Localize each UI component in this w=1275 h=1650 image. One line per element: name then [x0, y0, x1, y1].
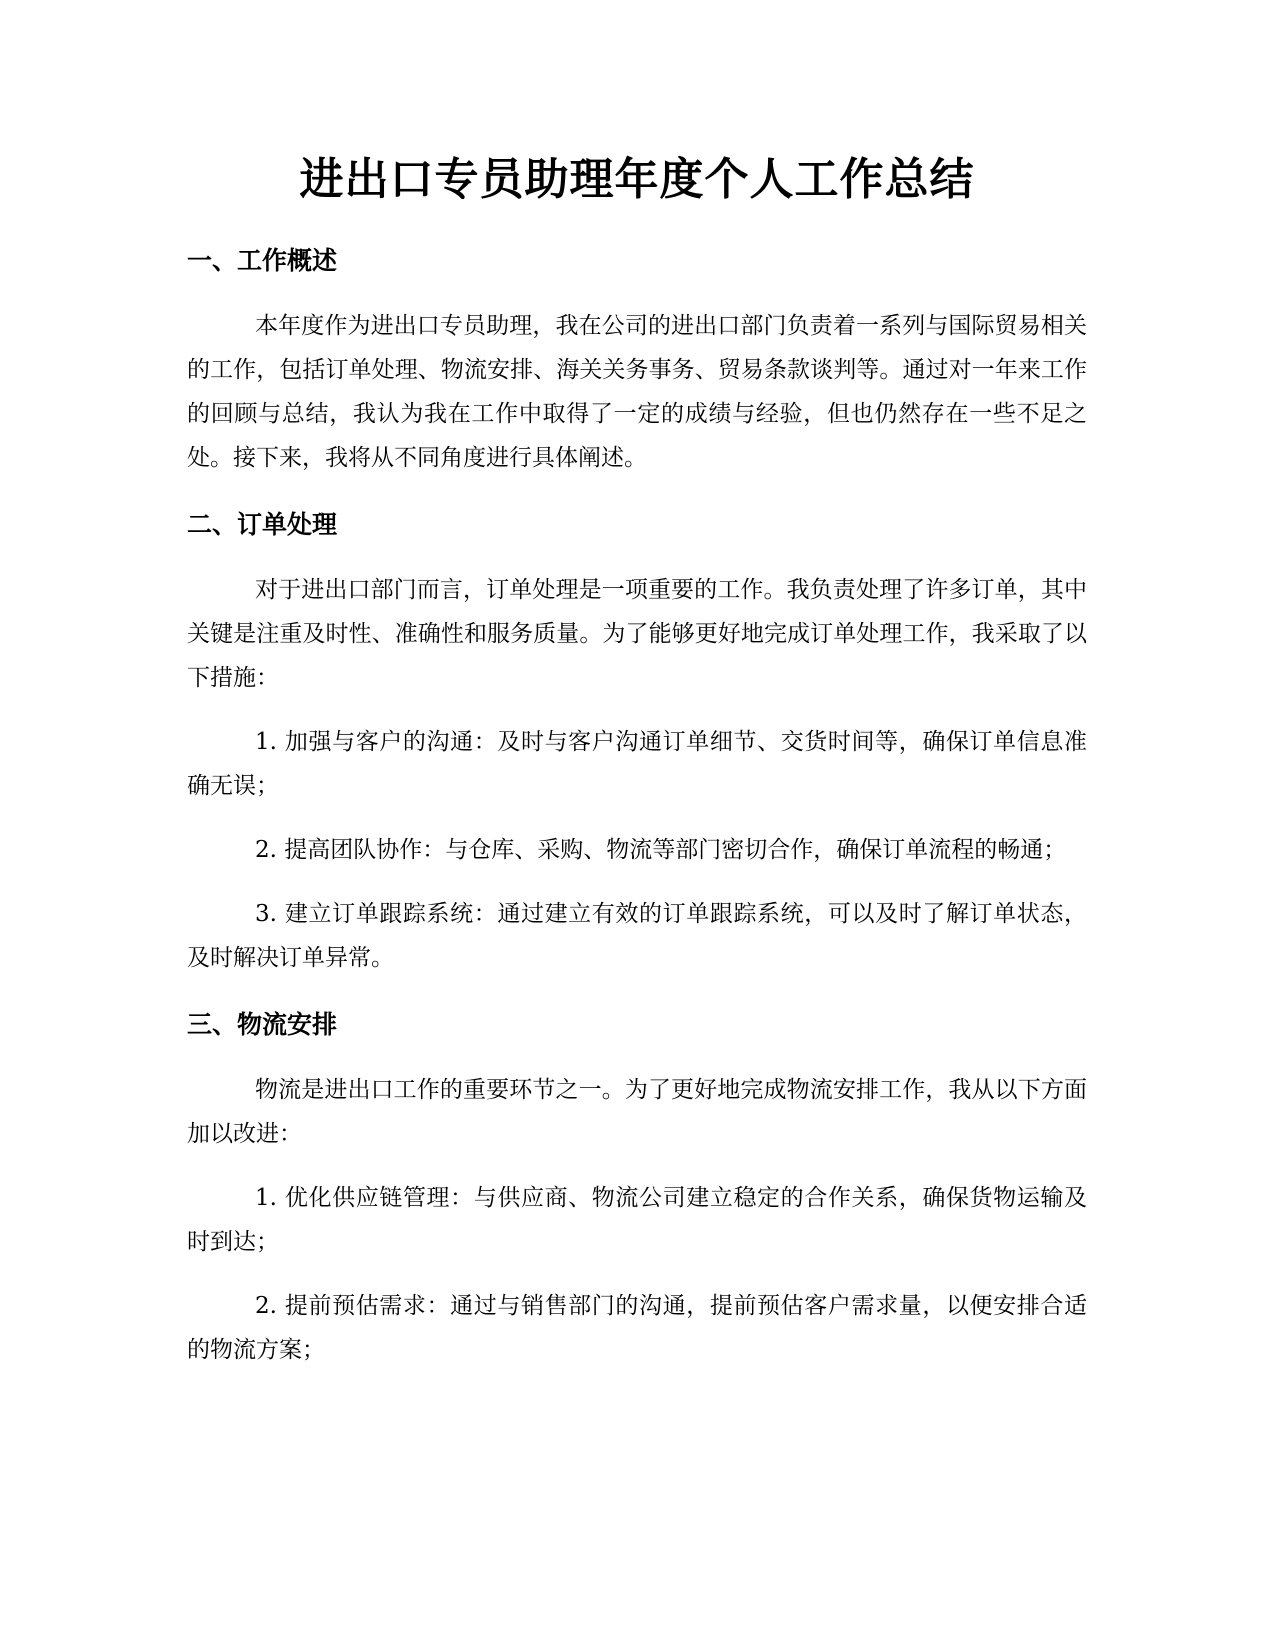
- section-logistics: [187, 1008, 1087, 1372]
- list-item: 1. 优化供应链管理：与供应商、物流公司建立稳定的合作关系，确保货物运输及时到达；: [187, 1185, 1087, 1255]
- paragraph: 对于进出口部门而言，订单处理是一项重要的工作。我负责处理了许多订单，其中关键是注重及时性、准确性和服务质量。为了能够更好地完成订单处理工作，我采取了以下措施：: [187, 577, 1087, 691]
- list-item: 2. 提高团队协作：与仓库、采购、物流等部门密切合作，确保订单流程的畅通；: [255, 837, 1067, 863]
- section-heading: 三、物流安排: [187, 1010, 338, 1039]
- list-item: 2. 提前预估需求：通过与销售部门的沟通，提前预估客户需求量，以便安排合适的物流方案；: [187, 1293, 1087, 1363]
- section-heading: 一、工作概述: [187, 246, 338, 275]
- list-item: 3. 建立订单跟踪系统：通过建立有效的订单跟踪系统，可以及时了解订单状态，及时解决订单异常。: [187, 901, 1087, 971]
- list-item: 1. 加强与客户的沟通：及时与客户沟通订单细节、交货时间等，确保订单信息准确无误；: [187, 729, 1087, 799]
- section-order-processing: [187, 508, 1087, 980]
- document-body: [187, 150, 1087, 1372]
- section-heading: 二、订单处理: [187, 510, 338, 539]
- paragraph: 本年度作为进出口专员助理，我在公司的进出口部门负责着一系列与国际贸易相关的工作，包括订单处理、物流安排、海关关务事务、贸易条款谈判等。通过对一年来工作的回顾与总结，我认为我在工作中取得了一定的成绩与经验，但也仍然存在一些不足之处。接下来，我将从不同角度进行具体阐述。: [187, 313, 1087, 471]
- section-work-overview: [187, 244, 1087, 480]
- document-title: 进出口专员助理年度个人工作总结: [299, 154, 975, 205]
- paragraph: 物流是进出口工作的重要环节之一。为了更好地完成物流安排工作，我从以下方面加以改进：: [187, 1077, 1087, 1147]
